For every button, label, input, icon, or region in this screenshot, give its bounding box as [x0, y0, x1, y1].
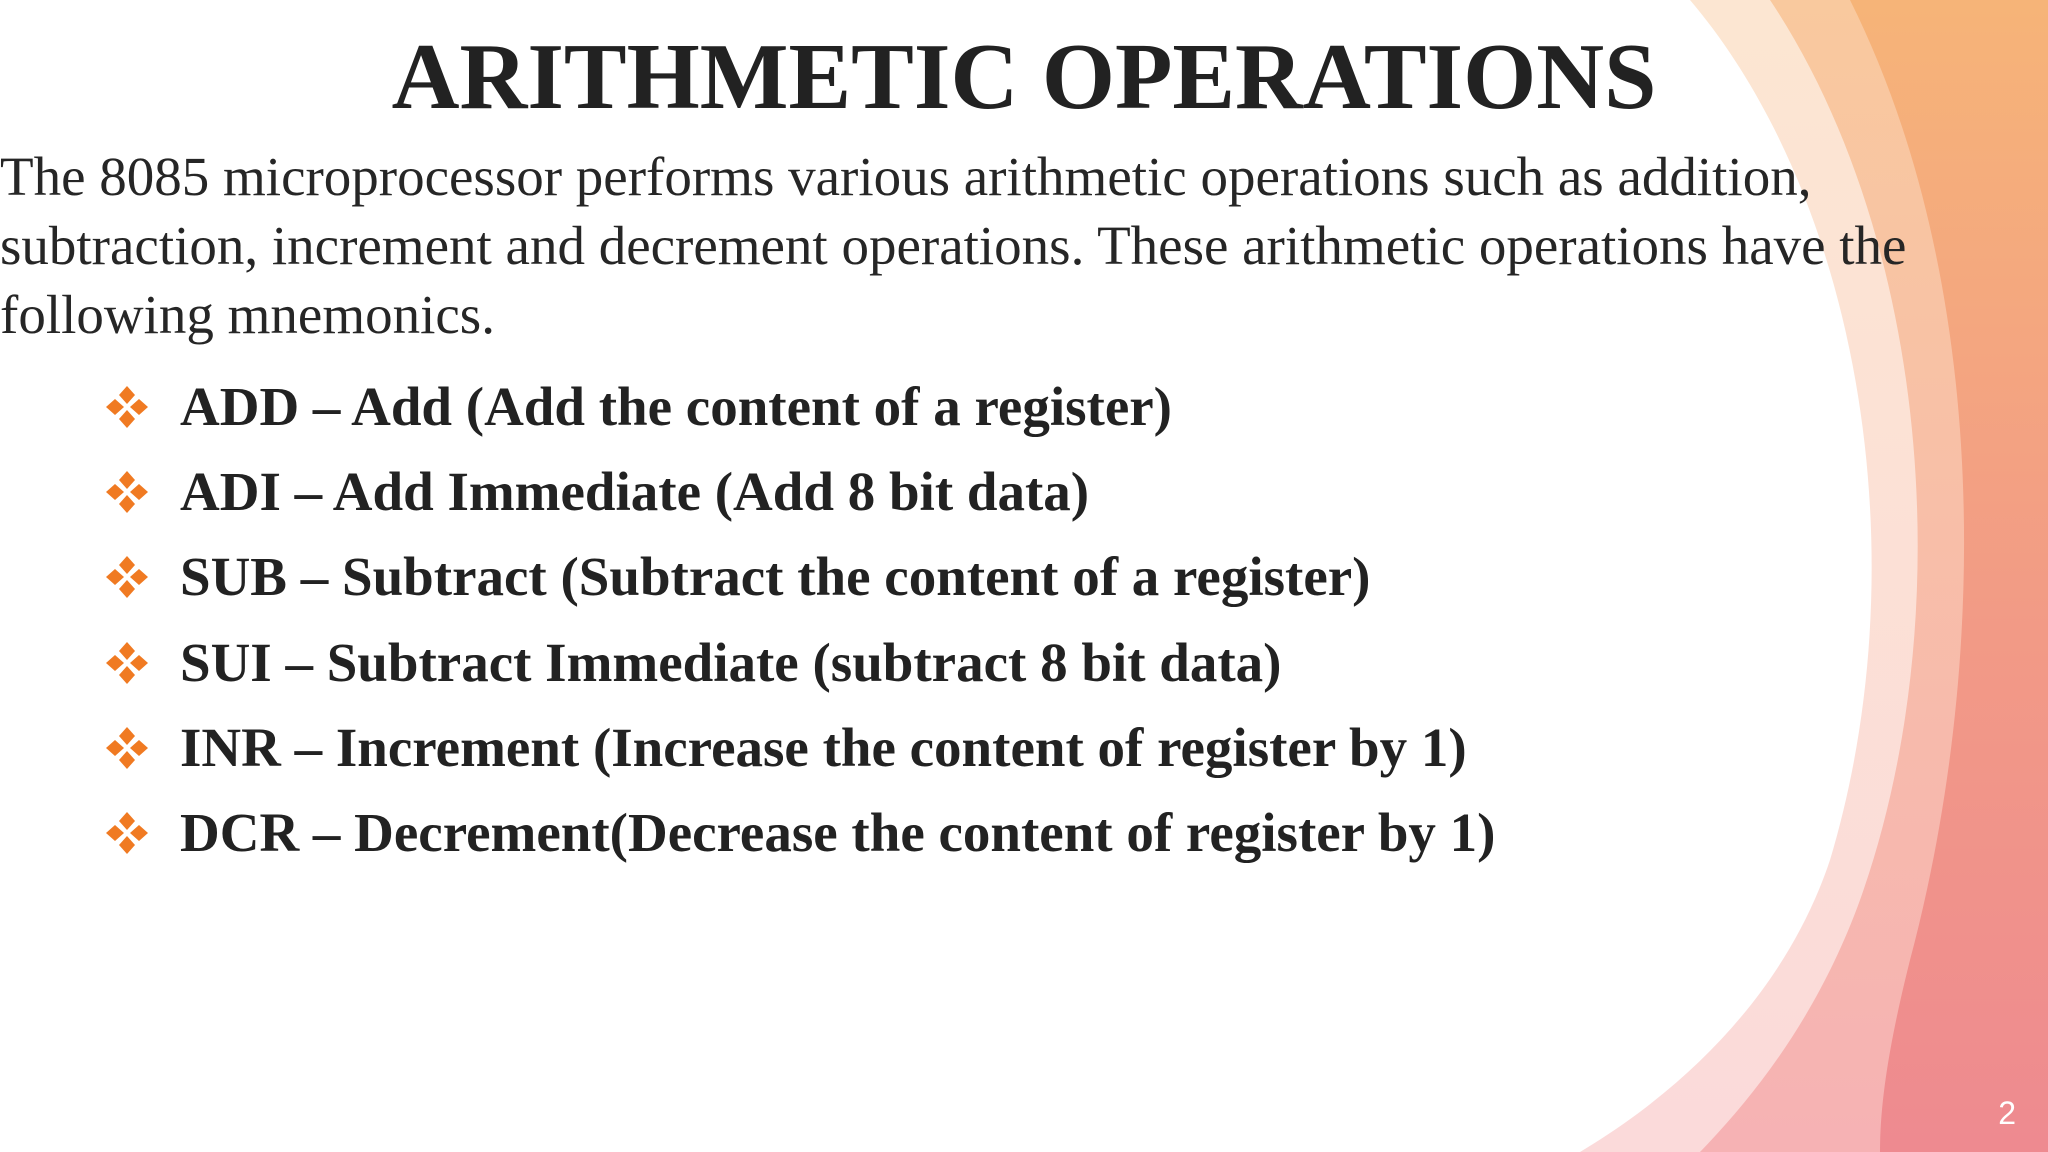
four-diamond-bullet-icon	[104, 469, 150, 515]
list-item	[104, 449, 1496, 534]
four-diamond-bullet-icon	[104, 384, 150, 430]
bullet-text-dcr: DCR – Decrement(Decrease the content of register by 1)	[180, 802, 1496, 864]
four-diamond-bullet-icon	[104, 554, 150, 600]
slide-title: ARITHMETIC OPERATIONS	[391, 25, 1657, 129]
list-item	[104, 535, 1496, 620]
four-diamond-bullet-icon	[104, 810, 150, 856]
bullet-text-sui: SUI – Subtract Immediate (subtract 8 bit data)	[180, 631, 1282, 693]
bullet-text-adi: ADI – Add Immediate (Add 8 bit data)	[180, 460, 1090, 522]
list-item	[104, 364, 1496, 449]
list-item	[104, 705, 1496, 790]
list-item	[104, 790, 1496, 875]
list-item	[104, 620, 1496, 705]
four-diamond-bullet-icon	[104, 725, 150, 771]
four-diamond-bullet-icon	[104, 640, 150, 686]
intro-paragraph: The 8085 microprocessor performs various arithmetic operations such as addition, subtraction, increment and decrement operations. These arithmetic operations have the following mnemonics.	[0, 146, 1907, 345]
page-number: 2	[1998, 1095, 2016, 1131]
bullet-text-inr: INR – Increment (Increase the content of register by 1)	[180, 716, 1467, 778]
bullet-text-sub: SUB – Subtract (Subtract the content of a register)	[180, 546, 1371, 608]
bullet-text-add: ADD – Add (Add the content of a register)	[180, 375, 1172, 437]
mnemonic-list	[104, 364, 1496, 876]
